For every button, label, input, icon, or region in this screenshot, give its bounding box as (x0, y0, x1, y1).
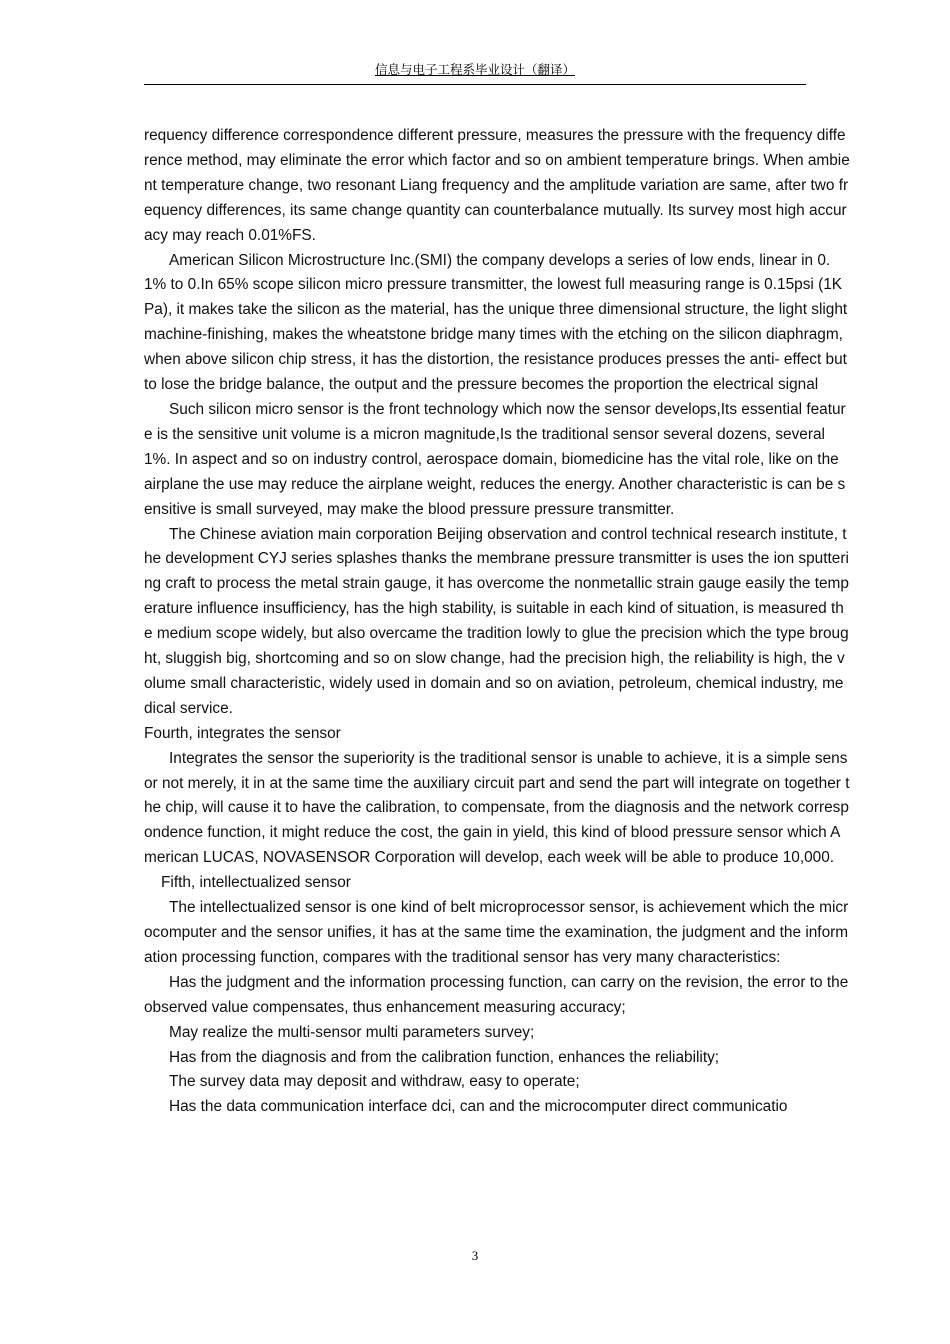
paragraph: The intellectualized sensor is one kind of belt microprocessor sensor, is achievement which the microcomputer and the sensor unifies, it has at the same time the examination, the judgment and the information processing function, compares with the traditional sensor has very many characteristics: (144, 899, 849, 966)
list-item: Has the judgment and the information processing function, can carry on the revision, the error to the observed value compensates, thus enhancement measuring accuracy; (144, 973, 849, 1016)
list-item: May realize the multi-sensor multi parameters survey; (169, 1023, 535, 1041)
header-title: 信息与电子工程系 (374, 62, 475, 77)
section-heading: Fourth, integrates the sensor (144, 724, 341, 742)
paragraph: requency difference correspondence different pressure, measures the pressure with the frequency difference method, may eliminate the error which factor and so on ambient temperature brings. When ambient temperature change, two resonant Liang frequency and the amplitude variation are same, after two frequency differences, its same change quantity can counterbalance mutually. Its survey most high accuracy may reach 0.01%FS. (144, 127, 850, 244)
paragraph: The Chinese aviation main corporation Beijing observation and control technical research institute, the development CYJ series splashes thanks the membrane pressure transmitter is uses the ion sputtering craft to process the metal strain gauge, it has overcome the nonmetallic strain gauge easily the temperature influence insufficiency, has the high stability, is suitable in each kind of situation, is measured the medium scope widely, but also overcame the tradition lowly to glue the precision which the type brought, sluggish big, shortcoming and so on slow change, had the precision high, the reliability is high, the volume small characteristic, widely used in domain and so on aviation, petroleum, chemical industry, medical service. (144, 525, 849, 717)
body-text (144, 124, 850, 1120)
paragraph: Such silicon micro sensor is the front technology which now the sensor develops,Its essential feature is the sensitive unit volume is a micron magnitude,Is the traditional sensor several dozens, several 1%. In aspect and so on industry control, aerospace domain, biomedicine has the vital role, like on the airplane the use may reduce the airplane weight, reduces the energy. Another characteristic is can be sensitive is small surveyed, may make the blood pressure pressure transmitter. (144, 400, 846, 518)
page-number: 3 (471, 1248, 479, 1263)
section-heading: Fifth, intellectualized sensor (161, 874, 351, 892)
list-item: Has from the diagnosis and from the calibration function, enhances the reliability; (169, 1048, 720, 1066)
paragraph: American Silicon Microstructure Inc.(SMI) the company develops a series of low ends, linear in 0.1% to 0.In 65% scope silicon micro pressure transmitter, the lowest full measuring range is 0.15psi (1KPa), it makes take the silicon as the material, has the unique three dimensional structure, the light slight machine-finishing, makes the wheatstone bridge many times with the etching on the silicon diaphragm, when above silicon chip stress, it has the distortion, the resistance produces presses the anti- effect but to lose the bridge balance, the output and the pressure becomes the proportion the electrical signal (144, 251, 848, 394)
header-title-rest: 毕业设计（翻译） (475, 62, 576, 77)
list-item: Has the data communication interface dci, can and the microcomputer direct communicatio (169, 1098, 788, 1116)
list-item: The survey data may deposit and withdraw, easy to operate; (169, 1073, 580, 1091)
paragraph: Integrates the sensor the superiority is the traditional sensor is unable to achieve, it is a simple sensor not merely, it in at the same time the auxiliary circuit part and send the part will integrate on together the chip, will cause it to have the calibration, to compensate, from the diagnosis and the network correspondence function, it might reduce the cost, the gain in yield, this kind of blood pressure sensor which American LUCAS, NOVASENSOR Corporation will develop, each week will be able to produce 10,000. (144, 749, 850, 867)
page-header (144, 60, 806, 85)
